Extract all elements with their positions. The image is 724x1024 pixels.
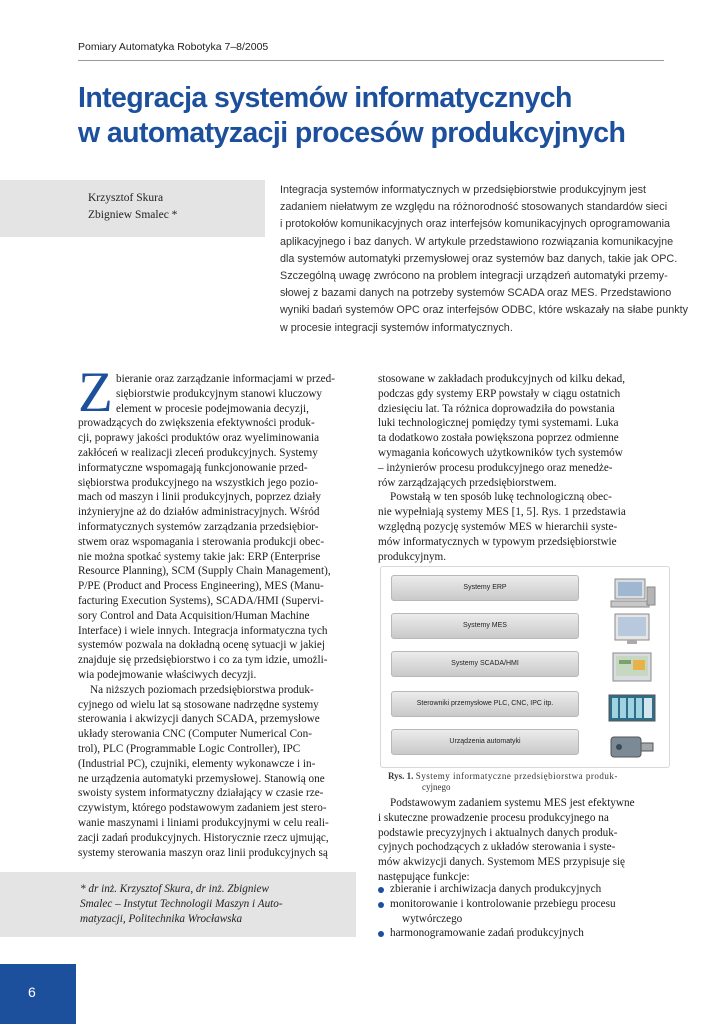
body-column-right-continued bbox=[378, 796, 666, 885]
body-line: Podstawowym zadaniem systemu MES jest efektywne bbox=[390, 797, 635, 809]
drop-cap: Z bbox=[78, 361, 113, 424]
body-line: następujące funkcje: bbox=[378, 870, 470, 883]
body-line: dziesięciu lat. Ta różnica doprowadziła do powstania bbox=[378, 402, 615, 415]
list-item bbox=[378, 897, 668, 912]
body-line: czywistym, którego podstawowym zadaniem jest stero- bbox=[78, 802, 327, 815]
abstract-line: aplikacyjnego i baz danych. W artykule przedstawiono rozwiązania komunikacyjne bbox=[280, 235, 674, 248]
body-line: facturing Execution Systems), SCADA/HMI (Supervi- bbox=[78, 594, 324, 607]
caption-label: Rys. 1. bbox=[388, 771, 414, 781]
abstract-line: i protokołów komunikacyjnych oraz interfejsów komunikacyjnych oprogramowania bbox=[280, 218, 671, 231]
body-line: Na niższych poziomach przedsiębiorstwa produk- bbox=[90, 683, 314, 696]
body-line: względną pozycję systemów MES w hierarchii syste- bbox=[378, 520, 618, 533]
bullet-icon bbox=[378, 902, 384, 908]
body-line: nie wypełniają systemy MES [1, 5]. Rys. 1 przedstawia bbox=[378, 506, 626, 519]
list-item bbox=[378, 926, 668, 941]
body-line: luki technologicznej pomiędzy tymi systemami. Luka bbox=[378, 417, 619, 430]
abstract-line: zadaniem niełatwym ze względu na różnorodność stosowanych standardów sieci bbox=[280, 201, 668, 214]
body-line: informatyczne wspomagają funkcjonowanie przed- bbox=[78, 461, 308, 474]
author-name: Krzysztof Skura bbox=[88, 192, 164, 204]
body-line: podstawie precyzyjnych i aktualnych danych produk- bbox=[378, 826, 618, 839]
figure-mes-hierarchy bbox=[380, 566, 670, 768]
body-line: i skuteczne prowadzenie procesu produkcyjnego na bbox=[378, 811, 609, 824]
body-line: mach od maszyn i linii produkcyjnych, poprzez działy bbox=[78, 491, 321, 504]
caption-text: Systemy informatyczne przedsiębiorstwa produk- bbox=[415, 771, 618, 781]
running-head: Pomiary Automatyka Robotyka 7–8/2005 bbox=[78, 41, 269, 53]
body-line: ne urządzenia automatyki przemysłowej. Stanowią one bbox=[78, 772, 325, 785]
footnote-line: Smalec – Instytut Technologii Maszyn i Auto- bbox=[80, 898, 283, 910]
body-line: bieranie oraz zarządzanie informacjami w przed- bbox=[116, 373, 335, 385]
body-line: ta dodatkowo została powiększona poprzez odmienne bbox=[378, 432, 619, 445]
body-line: cyjnych pochodzących z układów sterowania i syste- bbox=[378, 841, 616, 854]
body-line: (Industrial PC), czujniki, elementy wykonawcze i in- bbox=[78, 757, 316, 770]
body-line: systemów pozwala na dokładną ocenę sytuacji w jakiej bbox=[78, 639, 325, 652]
body-line: P/PE (Product and Process Engineering), MES (Manu- bbox=[78, 580, 324, 593]
body-line: znajduje się przedsiębiorstwo i co za tym idzie, umożli- bbox=[78, 654, 328, 667]
body-line: nie można spotkać systemy takie jak: ERP (Enterprise bbox=[78, 550, 321, 563]
bullet-icon bbox=[378, 887, 384, 893]
article-title bbox=[78, 81, 678, 151]
body-line: zacji zadań produkcyjnych. Historycznie rzecz ujmując, bbox=[78, 831, 329, 844]
body-line: – inżynierów procesu produkcyjnego oraz menedże- bbox=[378, 461, 613, 474]
list-item-text: wytwórczego bbox=[402, 912, 463, 925]
page-number-box bbox=[0, 964, 76, 1024]
abstract-line: w procesie integracji systemów informatycznych. bbox=[280, 321, 513, 334]
list-item-text: monitorowanie i kontrolowanie przebiegu procesu bbox=[390, 897, 616, 910]
body-line: wymagania końcowych użytkowników tych systemów bbox=[378, 446, 623, 459]
figure-caption bbox=[388, 771, 670, 793]
body-line: wanie maszynami i liniami produkcyjnymi w celu reali- bbox=[78, 816, 329, 829]
abstract-line: wyniki badań systemów OPC oraz interfejsów ODBC, które wskazały na słabe punkty bbox=[280, 304, 689, 317]
body-line: zakłóceń w realizacji zleceń produkcyjnych. Systemy bbox=[78, 446, 318, 459]
body-line: siębiorstwie produkcyjnym stanowi kluczowy bbox=[116, 387, 323, 400]
computer-icon bbox=[607, 577, 657, 611]
body-line: siębiorstwa produkcyjnego na wszystkich jego pozio- bbox=[78, 476, 319, 489]
plc-controller-icon bbox=[607, 691, 657, 725]
figure-layer-devices: Urządzenia automatyki bbox=[391, 729, 579, 755]
abstract-line: słowej z bazami danych na potrzeby systemów SCADA oraz MES. Przedstawiono bbox=[280, 287, 672, 300]
body-line: rów zarządzających przedsiębiorstwem. bbox=[378, 476, 557, 489]
body-line: inżynieryjne aż do działów administracyjnych. Wśród bbox=[78, 506, 320, 519]
figure-layer-scada: Systemy SCADA/HMI bbox=[391, 651, 579, 677]
authors bbox=[88, 190, 177, 224]
body-line: element w procesie podejmowania decyzji, bbox=[116, 402, 309, 415]
body-line: mów akwizycji danych. Systemom MES przypisuje się bbox=[378, 856, 626, 869]
body-line: systemy sterowania maszyn oraz linii produkcyjnych są bbox=[78, 846, 328, 859]
body-line: stosowane w zakładach produkcyjnych od kilku dekad, bbox=[378, 373, 625, 385]
body-line: wia podejmowanie właściwych decyzji. bbox=[78, 668, 257, 681]
abstract-line: Integracja systemów informatycznych w przedsiębiorstwie produkcyjnym jest bbox=[280, 184, 647, 196]
body-line: prowadzących do zwiększenia efektywności produk- bbox=[78, 417, 315, 430]
abstract-line: Szczególną uwagę zwrócono na problem integracji urządzeń automatyki przemy- bbox=[280, 270, 668, 283]
body-line: Powstałą w ten sposób lukę technologiczną obec- bbox=[390, 491, 612, 504]
motor-icon bbox=[607, 729, 657, 763]
author-name: Zbigniew Smalec * bbox=[88, 209, 178, 221]
list-item-text: harmonogramowanie zadań produkcyjnych bbox=[390, 927, 584, 940]
body-column-left bbox=[78, 372, 364, 860]
list-item-text: zbieranie i archiwizacja danych produkcyjnych bbox=[390, 883, 602, 895]
footnote bbox=[80, 882, 356, 927]
body-line: Resource Planning), SCM (Supply Chain Management), bbox=[78, 565, 331, 578]
function-list bbox=[378, 882, 668, 941]
abstract bbox=[280, 182, 689, 337]
caption-text: cyjnego bbox=[422, 782, 451, 792]
body-line: sory Control and Data Acquisition/Human Machine bbox=[78, 609, 310, 622]
footnote-line: * dr inż. Krzysztof Skura, dr inż. Zbigniew bbox=[80, 883, 269, 895]
list-item bbox=[378, 912, 668, 927]
body-line: sterowania i akwizycji danych SCADA, przemysłowe bbox=[78, 713, 320, 726]
figure-layer-erp: Systemy ERP bbox=[391, 575, 579, 601]
body-line: stwem oraz wspomagania i sterowania produkcji obec- bbox=[78, 535, 325, 548]
title-line: Integracja systemów informatycznych bbox=[78, 82, 572, 114]
body-line: informatycznych systemów zarządzania przedsiębior- bbox=[78, 520, 319, 533]
screen-icon bbox=[607, 651, 657, 685]
body-line: Interface) i wiele innych. Integracja informatyczna tych bbox=[78, 624, 328, 637]
header-rule bbox=[78, 60, 664, 61]
body-column-right bbox=[378, 372, 666, 564]
body-line: trol), PLC (Programmable Logic Controller), IPC bbox=[78, 742, 301, 755]
bullet-icon bbox=[378, 931, 384, 937]
body-line: układy sterowania CNC (Computer Numerical Con- bbox=[78, 728, 312, 741]
body-line: produkcyjnym. bbox=[378, 550, 447, 563]
page-number: 6 bbox=[28, 984, 36, 1000]
figure-layer-controllers: Sterowniki przemysłowe PLC, CNC, IPC itp. bbox=[391, 691, 579, 717]
title-line: w automatyzacji procesów produkcyjnych bbox=[78, 117, 626, 149]
footnote-line: matyzacji, Politechnika Wrocławska bbox=[80, 913, 243, 925]
body-line: swoisty system informatyczny działający w czasie rze- bbox=[78, 787, 324, 800]
body-line: podczas gdy systemy ERP powstały w ciągu ostatnich bbox=[378, 387, 621, 400]
figure-layer-mes: Systemy MES bbox=[391, 613, 579, 639]
body-line: mów informatycznych w typowym przedsiębiorstwie bbox=[378, 535, 617, 548]
abstract-line: dla systemów automatyki przemysłowej oraz systemów baz danych, takie jak OPC. bbox=[280, 252, 678, 265]
body-line: cji, poprawy jakości produktów oraz wyeliminowania bbox=[78, 432, 320, 445]
list-item bbox=[378, 882, 668, 897]
monitor-icon bbox=[607, 613, 657, 647]
body-line: cyjnego od wielu lat są stosowane nadrzędne systemy bbox=[78, 698, 319, 711]
